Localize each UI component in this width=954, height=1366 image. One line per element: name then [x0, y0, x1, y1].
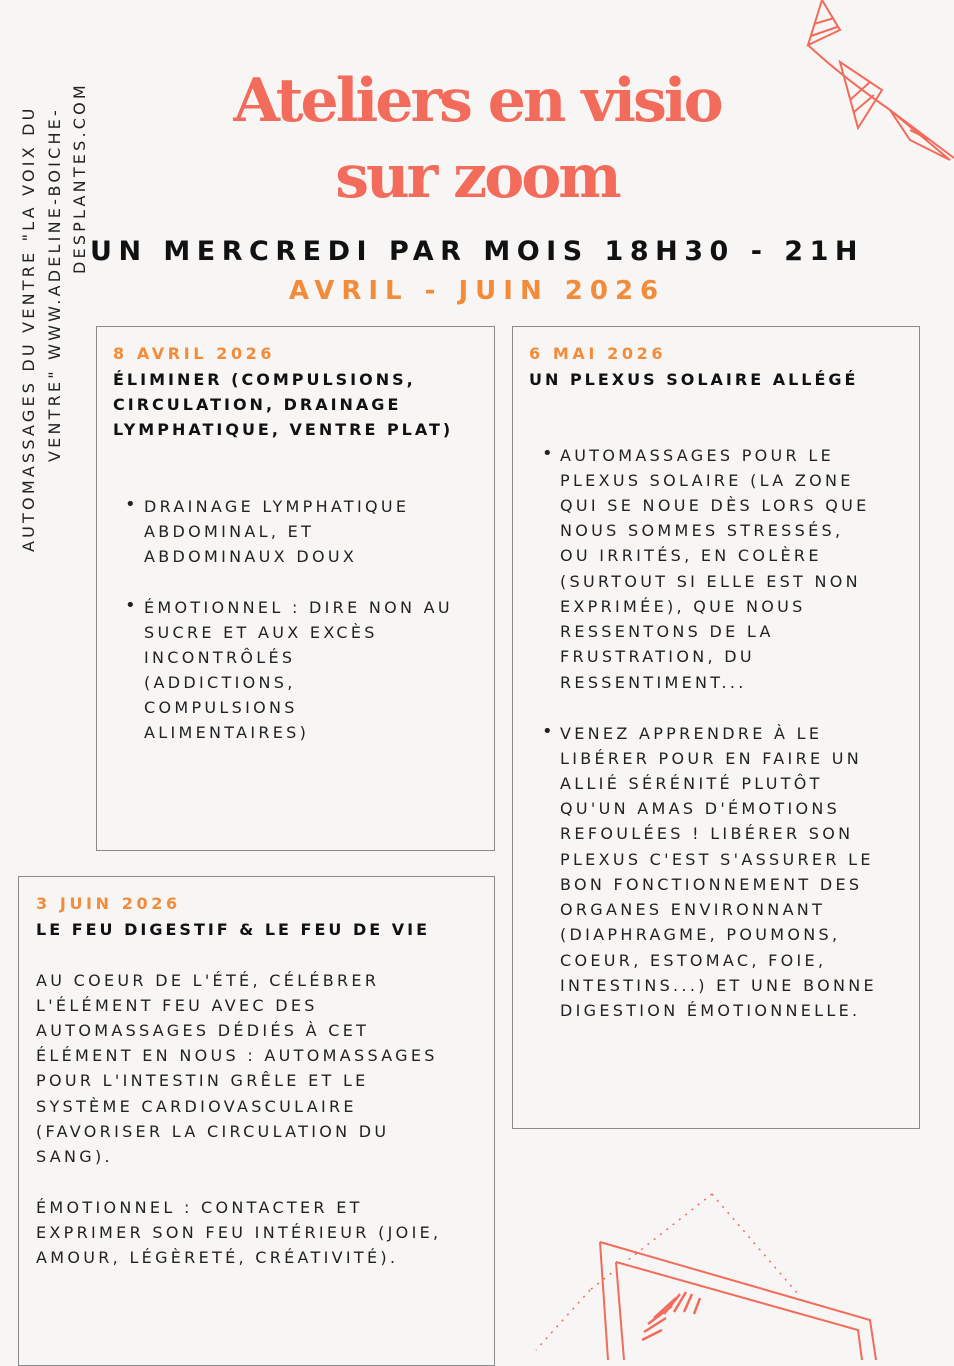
bullet-line: EXPRIMÉE), QUE NOUS — [560, 597, 806, 616]
bullet-line: COMPULSIONS — [144, 698, 298, 717]
bullet-dot: • — [542, 721, 553, 742]
paragraph-line: ÉMOTIONNEL : CONTACTER ET — [36, 1198, 363, 1217]
paragraph-line: POUR L'INTESTIN GRÊLE ET LE — [36, 1071, 369, 1090]
workshop-card-april — [96, 326, 495, 851]
bullet-line: (SURTOUT SI ELLE EST NON — [560, 572, 861, 591]
paragraph-line: (FAVORISER LA CIRCULATION DU — [36, 1122, 390, 1141]
paragraph-line: AMOUR, LÉGÈRETÉ, CRÉATIVITÉ). — [36, 1248, 399, 1267]
bullet-line: ÉMOTIONNEL : DIRE NON AU — [144, 598, 453, 617]
bullet-line: DRAINAGE LYMPHATIQUE — [144, 497, 410, 516]
paragraph-line: EXPRIMER SON FEU INTÉRIEUR (JOIE, — [36, 1223, 442, 1242]
paragraph-line: SANG). — [36, 1147, 113, 1166]
page-title-line1: Ateliers en visio — [233, 66, 721, 136]
bullet-line: VENEZ APPRENDRE À LE — [560, 724, 823, 743]
bullet-dot: • — [125, 494, 136, 515]
paragraph-line: L'ÉLÉMENT FEU AVEC DES — [36, 996, 318, 1015]
bullet-line: DIGESTION ÉMOTIONNELLE. — [560, 1001, 861, 1020]
bullet-line: ABDOMINAUX DOUX — [144, 547, 358, 566]
workshop-card-may — [512, 326, 920, 1129]
workshop-heading-line: CIRCULATION, DRAINAGE — [113, 395, 402, 414]
bullet-line: OU IRRITÉS, EN COLÈRE — [560, 546, 822, 565]
bullet-dot: • — [542, 443, 553, 464]
bullet-line: PLEXUS C'EST S'ASSURER LE — [560, 850, 874, 869]
workshop-heading-line: UN PLEXUS SOLAIRE ALLÉGÉ — [529, 370, 859, 389]
side-text-line3: DESPLANTES.COM — [70, 82, 89, 274]
bullet-line: BON FONCTIONNEMENT DES — [560, 875, 863, 894]
bullet-line: REFOULÉES ! LIBÉRER SON — [560, 824, 854, 843]
paragraph-line: AU COEUR DE L'ÉTÉ, CÉLÉBRER — [36, 971, 380, 990]
workshop-date: 8 AVRIL 2026 — [113, 344, 276, 363]
paragraph-line: SYSTÈME CARDIOVASCULAIRE — [36, 1097, 357, 1116]
workshop-heading-line: LYMPHATIQUE, VENTRE PLAT) — [113, 420, 454, 439]
bullet-line: (ADDICTIONS, — [144, 673, 296, 692]
paragraph-line: ÉLÉMENT EN NOUS : AUTOMASSAGES — [36, 1046, 438, 1065]
bullet-line: COEUR, ESTOMAC, FOIE, — [560, 951, 827, 970]
bullet-line: SUCRE ET AUX EXCÈS — [144, 623, 378, 642]
schedule-subtitle: UN MERCREDI PAR MOIS 18H30 - 21H — [90, 236, 864, 267]
bullet-line: PLEXUS SOLAIRE (LA ZONE — [560, 471, 854, 490]
paragraph-line: AUTOMASSAGES DÉDIÉS À CET — [36, 1021, 370, 1040]
bullet-line: NOUS SOMMES STRESSÉS, — [560, 521, 844, 540]
bullet-dot: • — [125, 595, 136, 616]
bullet-line: QUI SE NOUE DÈS LORS QUE — [560, 496, 870, 515]
workshop-heading-line: LE FEU DIGESTIF & LE FEU DE VIE — [36, 920, 430, 939]
bullet-line: QU'UN AMAS D'ÉMOTIONS — [560, 799, 841, 818]
bullet-line: LIBÉRER POUR EN FAIRE UN — [560, 749, 863, 768]
bullet-line: ALIMENTAIRES) — [144, 723, 310, 742]
period-subtitle: AVRIL - JUIN 2026 — [288, 276, 666, 306]
workshop-date: 3 JUIN 2026 — [36, 894, 181, 913]
bullet-line: RESSENTONS DE LA — [560, 622, 774, 641]
side-text-line2: VENTRE" WWW.ADELINE-BOICHE- — [45, 107, 64, 462]
bullet-line: AUTOMASSAGES POUR LE — [560, 446, 834, 465]
workshop-date: 6 MAI 2026 — [529, 344, 667, 363]
bullet-line: ABDOMINAL, ET — [144, 522, 315, 541]
bullet-line: FRUSTRATION, DU — [560, 647, 755, 666]
bullet-line: INTESTINS...) ET UNE BONNE — [560, 976, 877, 995]
workshop-heading-line: ÉLIMINER (COMPULSIONS, — [113, 370, 416, 389]
dotted-diamond-icon — [530, 1190, 810, 1360]
side-text-line1: AUTOMASSAGES DU VENTRE "LA VOIX DU — [19, 105, 38, 552]
bullet-line: (DIAPHRAGME, POUMONS, — [560, 925, 841, 944]
workshop-card-june — [18, 876, 495, 1366]
page-title-line2: sur zoom — [335, 142, 619, 212]
bullet-line: INCONTRÔLÉS — [144, 648, 296, 667]
bullet-line: ORGANES ENVIRONNANT — [560, 900, 826, 919]
bullet-line: ALLIÉ SÉRÉNITÉ PLUTÔT — [560, 774, 823, 793]
bullet-line: RESSENTIMENT... — [560, 673, 747, 692]
